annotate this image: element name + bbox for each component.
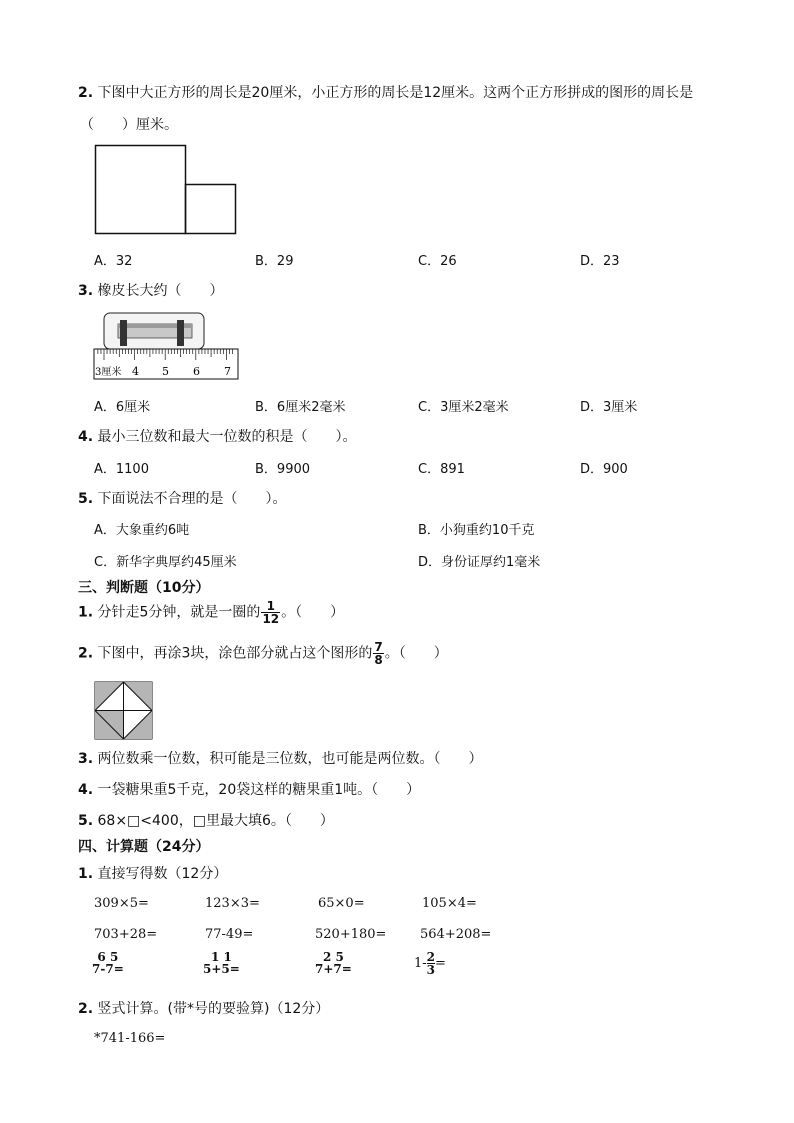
judge-1-text-after: 。（ ） bbox=[281, 604, 345, 621]
q4-option-d[interactable]: D．900 bbox=[580, 462, 628, 477]
frac-2-op: + bbox=[211, 962, 222, 976]
judge-1-frac-denominator: 12 bbox=[262, 612, 280, 626]
judge-item-2 bbox=[78, 641, 448, 666]
frac-4-lead: 1- bbox=[414, 956, 427, 971]
judge-5-text: 68×□<400，□里最大填6。（ ） bbox=[97, 813, 334, 829]
q3-option-a[interactable]: A．6厘米 bbox=[94, 400, 151, 415]
q2-line1 bbox=[78, 82, 693, 102]
q5-option-c[interactable]: C．新华字典厚约45厘米 bbox=[94, 555, 237, 570]
calc-r2-c2: 77-49= bbox=[205, 927, 254, 942]
frac-3-denominators bbox=[315, 963, 352, 975]
eraser-ruler-figure bbox=[92, 310, 242, 382]
frac-4-eq: = bbox=[435, 956, 446, 971]
frac-1-n2: 5 bbox=[109, 950, 119, 964]
q4-option-c[interactable]: C．891 bbox=[418, 462, 465, 477]
ruler-label-4: 4 bbox=[132, 365, 139, 378]
calc-r3-c4 bbox=[414, 951, 446, 976]
frac-expr-3 bbox=[315, 951, 352, 975]
q2-option-b[interactable]: B．29 bbox=[255, 254, 294, 269]
frac-3-op: + bbox=[323, 962, 334, 976]
judge-3-text: 两位数乘一位数，积可能是三位数，也可能是两位数。（ ） bbox=[97, 751, 483, 767]
frac-2-denominators bbox=[203, 963, 240, 975]
frac-expr-2 bbox=[203, 951, 240, 975]
q5-number: 5. bbox=[78, 491, 94, 507]
q2-squares-figure bbox=[94, 144, 239, 236]
judge-item-4 bbox=[78, 779, 420, 799]
q4-number: 4. bbox=[78, 429, 94, 445]
calc-q2-text: 竖式计算。(带*号的要验算)（12分） bbox=[97, 1001, 330, 1017]
judge-2-fraction bbox=[373, 641, 383, 666]
frac-2-d1: 5 bbox=[203, 962, 212, 976]
frac-3-d2: 7 bbox=[333, 962, 342, 976]
frac-2-n2: 1 bbox=[223, 950, 232, 964]
judge-2-text-before: 下图中，再涂3块，涂色部分就占这个图形的 bbox=[97, 645, 373, 662]
shaded-square-figure bbox=[94, 681, 154, 740]
judge-2-frac-denominator: 8 bbox=[374, 653, 383, 667]
section3-title: 三、判断题（10分） bbox=[78, 580, 210, 596]
judge-2-text-after: 。（ ） bbox=[384, 645, 448, 662]
calc-r1-c3: 65×0= bbox=[318, 896, 365, 911]
frac-4-denominator: 3 bbox=[426, 963, 436, 977]
q3-text: 橡皮长大约（ ） bbox=[97, 283, 224, 299]
calc-q2-number: 2. bbox=[78, 1001, 94, 1017]
frac-2-eq: = bbox=[229, 962, 240, 976]
calc-q1-line bbox=[78, 863, 227, 883]
eraser-band-right bbox=[177, 320, 184, 346]
judge-item-3 bbox=[78, 748, 483, 768]
judge-item-1 bbox=[78, 600, 344, 625]
frac-1-denominators bbox=[92, 963, 124, 975]
q3-line bbox=[78, 280, 224, 300]
q4-line bbox=[78, 426, 357, 446]
q2-number: 2. bbox=[78, 85, 94, 101]
calc-r3-c1 bbox=[92, 951, 124, 975]
judge-1-text-before: 分针走5分钟，就是一圈的 bbox=[97, 604, 261, 621]
ruler-label-7: 7 bbox=[224, 365, 231, 378]
calc-q1-text: 直接写得数（12分） bbox=[97, 866, 228, 882]
judge-5-number: 5. bbox=[78, 813, 94, 829]
frac-1-d1: 7 bbox=[92, 962, 101, 976]
frac-3-eq: = bbox=[341, 962, 352, 976]
judge-2-frac-numerator: 7 bbox=[374, 640, 383, 654]
judge-1-number: 1. bbox=[78, 604, 94, 621]
calc-q2-line bbox=[78, 998, 329, 1018]
q3-number: 3. bbox=[78, 283, 94, 299]
frac-2-n1: 1 bbox=[210, 950, 220, 964]
calc-r2-c3: 520+180= bbox=[315, 927, 387, 942]
q2-text-line2: （ ）厘米。 bbox=[80, 117, 178, 133]
frac-4-numerator: 2 bbox=[426, 950, 436, 964]
ruler-label-3: 3厘米 bbox=[95, 367, 122, 378]
frac-3-n2: 5 bbox=[335, 950, 344, 964]
frac-1-eq: = bbox=[113, 962, 124, 976]
judge-3-number: 3. bbox=[78, 751, 94, 767]
calc-r3-c2 bbox=[203, 951, 240, 975]
frac-2-d2: 5 bbox=[221, 962, 230, 976]
q4-option-b[interactable]: B．9900 bbox=[255, 462, 311, 477]
q3-option-b[interactable]: B．6厘米2毫米 bbox=[255, 400, 346, 415]
q4-option-a[interactable]: A．1100 bbox=[94, 462, 149, 477]
q3-option-d[interactable]: D．3厘米 bbox=[580, 400, 638, 415]
judge-2-number: 2. bbox=[78, 645, 94, 662]
q2-text-line1: 下图中大正方形的周长是20厘米，小正方形的周长是12厘米。这两个正方形拼成的图形的周长是 bbox=[97, 85, 694, 101]
judge-1-fraction bbox=[261, 600, 280, 625]
judge-item-5 bbox=[78, 810, 334, 830]
judge-4-text: 一袋糖果重5千克，20袋这样的糖果重1吨。（ ） bbox=[97, 782, 421, 798]
frac-expr-1 bbox=[92, 951, 124, 975]
calc-r3-c3 bbox=[315, 951, 352, 975]
q2-option-a[interactable]: A．32 bbox=[94, 254, 133, 269]
ruler-label-5: 5 bbox=[162, 365, 169, 378]
judge-4-number: 4. bbox=[78, 782, 94, 798]
frac-1-op: - bbox=[100, 962, 106, 976]
q2-option-c[interactable]: C．26 bbox=[418, 254, 457, 269]
q5-option-b[interactable]: B．小狗重约10千克 bbox=[418, 523, 535, 538]
judge-1-frac-numerator: 1 bbox=[261, 600, 280, 613]
calc-r1-c2: 123×3= bbox=[205, 896, 260, 911]
calc-q1-number: 1. bbox=[78, 866, 94, 882]
calc-r1-c1: 309×5= bbox=[94, 896, 149, 911]
q3-option-c[interactable]: C．3厘米2毫米 bbox=[418, 400, 509, 415]
calc-r2-c4: 564+208= bbox=[420, 927, 492, 942]
section4-title: 四、计算题（24分） bbox=[78, 839, 210, 855]
q2-option-d[interactable]: D．23 bbox=[580, 254, 620, 269]
eraser-band-left bbox=[120, 320, 127, 346]
calc-r1-c4: 105×4= bbox=[422, 896, 477, 911]
frac-3-n1: 2 bbox=[322, 950, 332, 964]
q5-option-a[interactable]: A．大象重约6吨 bbox=[94, 523, 190, 538]
q4-text: 最小三位数和最大一位数的积是（ ）。 bbox=[97, 429, 357, 445]
large-square bbox=[96, 146, 186, 234]
ruler-label-6: 6 bbox=[193, 365, 200, 378]
frac-1-n1: 6 bbox=[97, 950, 106, 964]
frac-expr-4 bbox=[427, 951, 435, 976]
calc-q2-item1: *741-166= bbox=[94, 1031, 166, 1046]
frac-3-d1: 7 bbox=[315, 962, 324, 976]
q5-option-d[interactable]: D．身份证厚约1毫米 bbox=[418, 555, 541, 570]
small-square bbox=[186, 185, 236, 234]
frac-1-d2: 7 bbox=[105, 962, 114, 976]
q5-text: 下面说法不合理的是（ ）。 bbox=[97, 491, 287, 507]
q5-line bbox=[78, 488, 287, 508]
calc-r2-c1: 703+28= bbox=[94, 927, 158, 942]
